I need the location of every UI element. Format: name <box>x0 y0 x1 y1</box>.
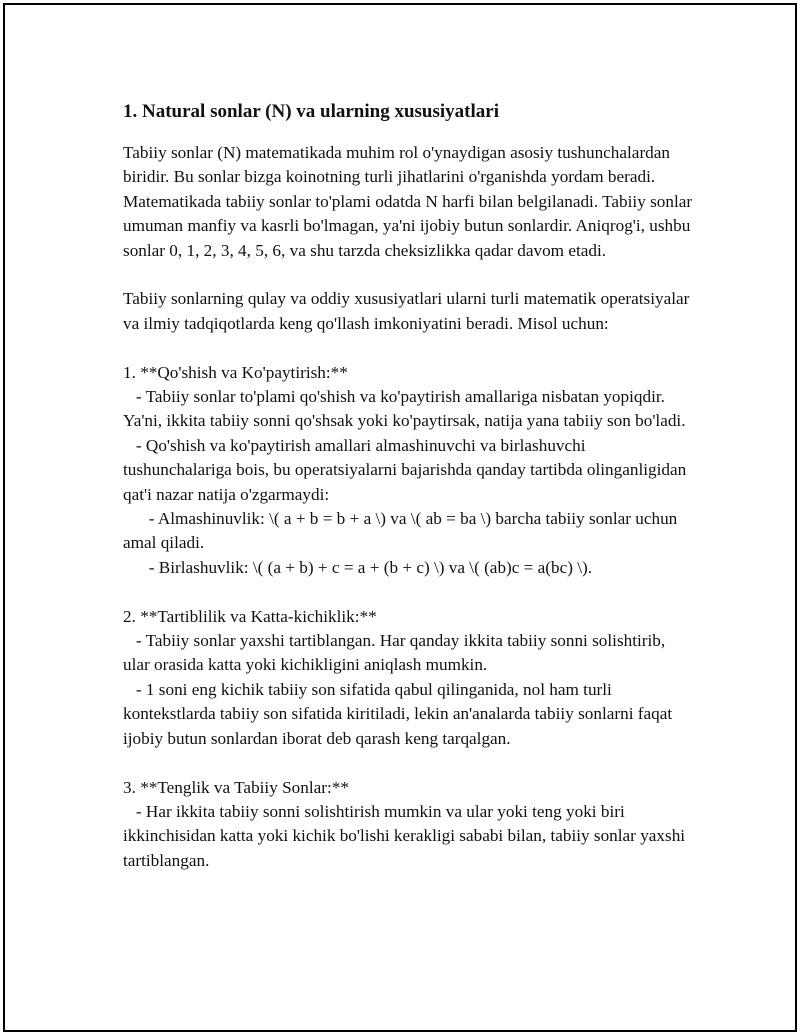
bullet-line: - Tabiiy sonlar to'plami qo'shish va ko'paytirish amallariga nisbatan yopiqdir. Ya'ni, ikkita tabiiy sonni qo'shsak yoki ko'paytirsak, natija yana tabiiy son bo'ladi. <box>123 387 686 431</box>
bullet-line: - Tabiiy sonlar yaxshi tartiblangan. Har qanday ikkita tabiiy sonni solishtirib, ular orasida katta yoki kichikligini aniqlash mumkin. <box>123 631 670 675</box>
item-title: 3. **Tenglik va Tabiiy Sonlar:** <box>123 777 349 797</box>
bullet-line: - Har ikkita tabiiy sonni solishtirish mumkin va ular yoki teng yoki biri ikkinchisidan katta yoki kichik bo'lishi kerakligi sababi bilan, tabiiy sonlar yaxshi tartiblangan. <box>123 801 690 870</box>
bullet-line: - Qo'shish va ko'paytirish amallari almashinuvchi va birlashuvchi tushunchalariga bois, bu operatsiyalarni bajarishda qanday tartibda olinganligidan qat'i nazar natija o'zgarmaydi: <box>123 435 691 504</box>
document-body <box>123 99 693 873</box>
spacer <box>123 263 693 287</box>
page-frame <box>3 3 797 1032</box>
bullet-line: - 1 soni eng kichik tabiiy son sifatida qabul qilinganida, nol ham turli kontekstlarda tabiiy son sifatida kiritiladi, lekin an'analarda tabiiy sonlarni faqat ijobiy butun sonlardan iborat deb qarash keng tarqalgan. <box>123 679 677 748</box>
item-title: 2. **Tartiblilik va Katta-kichiklik:** <box>123 606 377 626</box>
spacer <box>123 336 693 360</box>
lead-paragraph: Tabiiy sonlarning qulay va oddiy xususiyatlari ularni turli matematik operatsiyalar va ilmiy tadqiqotlarda keng qo'llash imkoniyatini beradi. Misol uchun: <box>123 289 690 333</box>
spacer <box>123 580 693 604</box>
bullet-line: - Birlashuvlik: \( (a + b) + c = a + (b + c) \) va \( (ab)c = a(bc) \). <box>123 557 593 577</box>
list-item <box>123 776 693 874</box>
spacer <box>123 751 693 775</box>
list-item <box>123 605 693 751</box>
list-item <box>123 361 693 581</box>
bullet-line: - Almashinuvlik: \( a + b = b + a \) va \( ab = ba \) barcha tabiiy sonlar uchun amal qiladi. <box>123 509 682 553</box>
item-title: 1. **Qo'shish va Ko'paytirish:** <box>123 362 348 382</box>
intro-paragraph: Tabiiy sonlar (N) matematikada muhim rol o'ynaydigan asosiy tushunchalardan biridir. Bu sonlar bizga koinotning turli jihatlarini o'rganishda yordam beradi. Matematikada tabiiy sonlar to'plami odatda N harfi bilan belgilanadi. Tabiiy sonlar umuman manfiy va kasrli bo'lmagan, ya'ni ijobiy butun sonlardir. Aniqrog'i, ushbu sonlar 0, 1, 2, 3, 4, 5, 6, va shu tarzda cheksizlikka qadar davom etadi. <box>123 143 693 260</box>
section-heading: 1. Natural sonlar (N) va ularning xususiyatlari <box>123 101 499 122</box>
